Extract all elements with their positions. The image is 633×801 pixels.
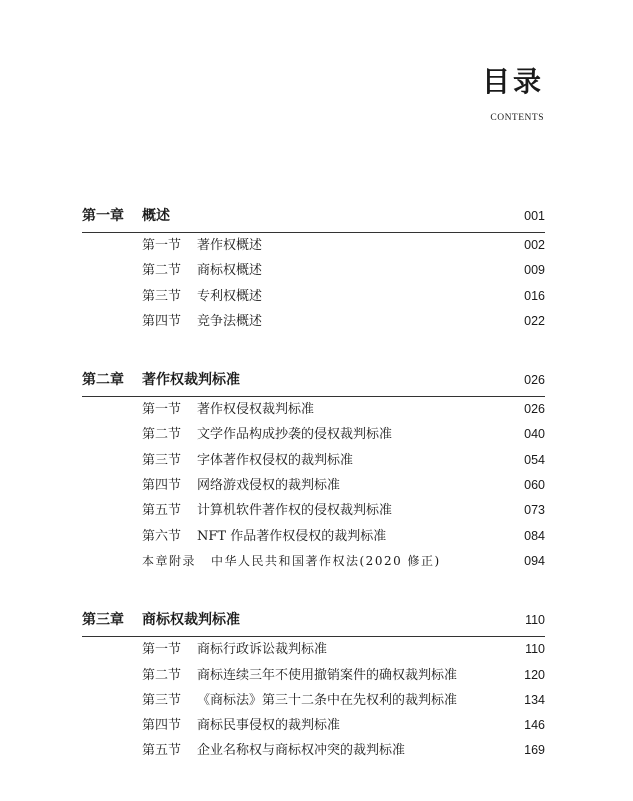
section-label: 第四节 <box>142 718 182 734</box>
section-entry[interactable] <box>82 233 545 258</box>
section-label: 第四节 <box>142 313 182 329</box>
page-number: 146 <box>524 718 545 733</box>
page-number: 110 <box>525 642 545 657</box>
page-number: 026 <box>524 402 545 417</box>
page-number: 169 <box>524 743 545 758</box>
page-number: 110 <box>525 613 545 628</box>
section-label: 第一节 <box>142 238 182 253</box>
page-number: 094 <box>524 553 545 568</box>
page-number: 016 <box>524 288 545 303</box>
section-entry[interactable] <box>82 524 545 549</box>
chapter-2 <box>82 364 545 574</box>
chapter-heading[interactable] <box>82 604 545 637</box>
section-label: 第二节 <box>142 427 182 443</box>
section-title: 商标权概述 <box>197 263 263 279</box>
chapter-title: 商标权裁判标准 <box>142 612 240 629</box>
page-number: 001 <box>524 209 545 223</box>
appendix-label: 本章附录 <box>142 553 197 568</box>
section-entry[interactable] <box>82 397 545 422</box>
section-entry[interactable] <box>82 448 545 473</box>
section-entry[interactable] <box>82 422 545 447</box>
section-entry[interactable] <box>82 498 545 523</box>
section-label: 第五节 <box>142 503 182 519</box>
page-number: 134 <box>524 692 545 707</box>
section-title: 商标行政诉讼裁判标准 <box>197 642 328 658</box>
section-entry[interactable] <box>82 688 545 713</box>
section-entry[interactable] <box>82 284 545 309</box>
chapter-1 <box>82 200 545 334</box>
appendix-title: 中华人民共和国著作权法(2020 修正) <box>211 553 441 568</box>
section-label: 第三节 <box>142 692 182 708</box>
section-entry[interactable] <box>82 713 545 738</box>
page-number: 054 <box>524 452 545 467</box>
page-number: 073 <box>524 503 545 518</box>
section-label: 第四节 <box>142 478 182 494</box>
section-label: 第三节 <box>142 288 182 304</box>
section-title: 著作权侵权裁判标准 <box>197 402 315 418</box>
section-title: 计算机软件著作权的侵权裁判标准 <box>197 503 393 519</box>
chapter-heading[interactable] <box>82 200 545 233</box>
chapter-3 <box>82 604 545 763</box>
section-entry[interactable] <box>82 473 545 498</box>
section-label: 第六节 <box>142 528 182 544</box>
page-number: 022 <box>524 313 545 328</box>
section-entry[interactable] <box>82 258 545 283</box>
page-number: 120 <box>524 667 545 682</box>
page-number: 009 <box>524 263 545 278</box>
section-title: 商标民事侵权的裁判标准 <box>197 718 341 734</box>
page-subtitle: CONTENTS <box>490 113 544 123</box>
section-title: 文学作品构成抄袭的侵权裁判标准 <box>197 427 393 443</box>
section-title: 企业名称权与商标权冲突的裁判标准 <box>197 743 406 759</box>
section-label: 第三节 <box>142 452 182 468</box>
section-title: 网络游戏侵权的裁判标准 <box>197 478 341 494</box>
chapter-label: 第二章 <box>82 372 124 389</box>
page-title: 目录 <box>481 65 544 98</box>
section-entry[interactable] <box>82 738 545 763</box>
section-title: 字体著作权侵权的裁判标准 <box>197 452 354 468</box>
page-number: 084 <box>524 528 545 543</box>
page-number: 026 <box>524 373 545 388</box>
section-title: 著作权概述 <box>197 238 263 253</box>
section-label: 第五节 <box>142 743 182 759</box>
appendix-entry[interactable] <box>82 549 545 574</box>
chapter-label: 第一章 <box>82 208 124 224</box>
table-of-contents <box>82 200 545 794</box>
section-label: 第一节 <box>142 402 182 418</box>
section-label: 第二节 <box>142 263 182 279</box>
section-label: 第二节 <box>142 667 182 683</box>
page-number: 040 <box>524 427 545 442</box>
section-title: 竞争法概述 <box>197 313 263 329</box>
chapter-title: 著作权裁判标准 <box>142 372 240 389</box>
section-title: 商标连续三年不使用撤销案件的确权裁判标准 <box>197 667 458 683</box>
page-number: 002 <box>524 238 545 252</box>
chapter-heading[interactable] <box>82 364 545 397</box>
section-title: NFT 作品著作权侵权的裁判标准 <box>197 528 387 544</box>
chapter-title: 概述 <box>142 208 170 224</box>
section-entry[interactable] <box>82 309 545 334</box>
section-title: 《商标法》第三十二条中在先权利的裁判标准 <box>197 692 458 708</box>
section-title: 专利权概述 <box>197 288 263 304</box>
page-number: 060 <box>524 478 545 493</box>
section-entry[interactable] <box>82 637 545 662</box>
chapter-label: 第三章 <box>82 612 124 629</box>
section-label: 第一节 <box>142 642 182 658</box>
section-entry[interactable] <box>82 663 545 688</box>
